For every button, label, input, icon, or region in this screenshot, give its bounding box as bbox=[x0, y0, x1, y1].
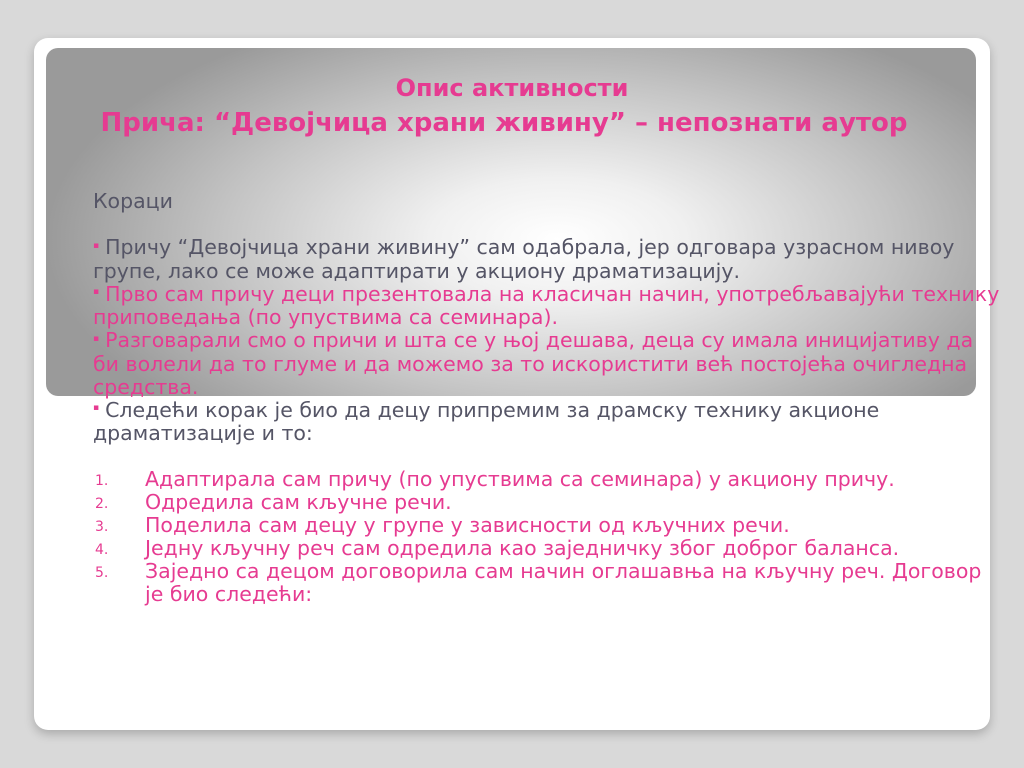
bullet-text: Разговарали смо о причи и шта се у њој дешава, деца су имала иницијативу да би волели да то глуме и да можемо за то искористити већ постојећа очигледна средства. bbox=[93, 328, 974, 399]
numbered-text: Адаптирала сам причу (по упуствима са семинара) у акциону причу. bbox=[145, 467, 895, 491]
bullet-text: Причу “Девојчица храни живину” сам одабрала, јер одговара узрасном нивоу групе, лако се може адаптирати у акциону драматизацију. bbox=[93, 235, 955, 283]
bullet-item bbox=[93, 399, 1003, 446]
bullet-item bbox=[93, 329, 1003, 399]
numbered-text: Заједно са децом договорила сам начин оглашавња на кључну реч. Договор је био следећи: bbox=[145, 559, 982, 606]
bullet-text: Прво сам причу деци презентовала на класичан начин, употребљавајући технику приповедања (по упуствима са семинара). bbox=[93, 281, 1000, 329]
numbered-item bbox=[93, 468, 1003, 491]
item-number: 3. bbox=[95, 519, 109, 535]
bullet-item bbox=[93, 236, 1003, 283]
numbered-text: Одредила сам кључне речи. bbox=[145, 490, 452, 514]
numbered-item bbox=[93, 560, 1003, 606]
numbered-list bbox=[93, 468, 1003, 606]
bullet-text: Следећи корак је био да децу припремим за драмску технику акционе драматизације и то: bbox=[93, 397, 880, 445]
item-number: 5. bbox=[95, 565, 109, 581]
slide-subtitle: Прича: “Девојчица храни живину” – непознати аутор bbox=[100, 108, 908, 138]
square-bullet-icon: ▪ bbox=[93, 333, 100, 344]
square-bullet-icon: ▪ bbox=[93, 403, 100, 413]
numbered-item bbox=[93, 537, 1003, 560]
square-bullet-icon: ▪ bbox=[93, 287, 100, 297]
item-number: 4. bbox=[95, 542, 109, 558]
numbered-item bbox=[93, 514, 1003, 537]
item-number: 1. bbox=[95, 473, 109, 489]
square-bullet-icon: ▪ bbox=[93, 240, 100, 251]
numbered-text: Поделила сам децу у групе у зависности од кључних речи. bbox=[145, 513, 790, 537]
item-number: 2. bbox=[95, 496, 109, 512]
numbered-text: Једну кључну реч сам одредила као заједничку због доброг баланса. bbox=[145, 536, 900, 560]
slide-title: Опис активности bbox=[395, 74, 629, 102]
numbered-item bbox=[93, 491, 1003, 514]
slide-body bbox=[93, 190, 1003, 606]
steps-label: Кораци bbox=[93, 189, 173, 213]
bullet-item bbox=[93, 283, 1003, 330]
